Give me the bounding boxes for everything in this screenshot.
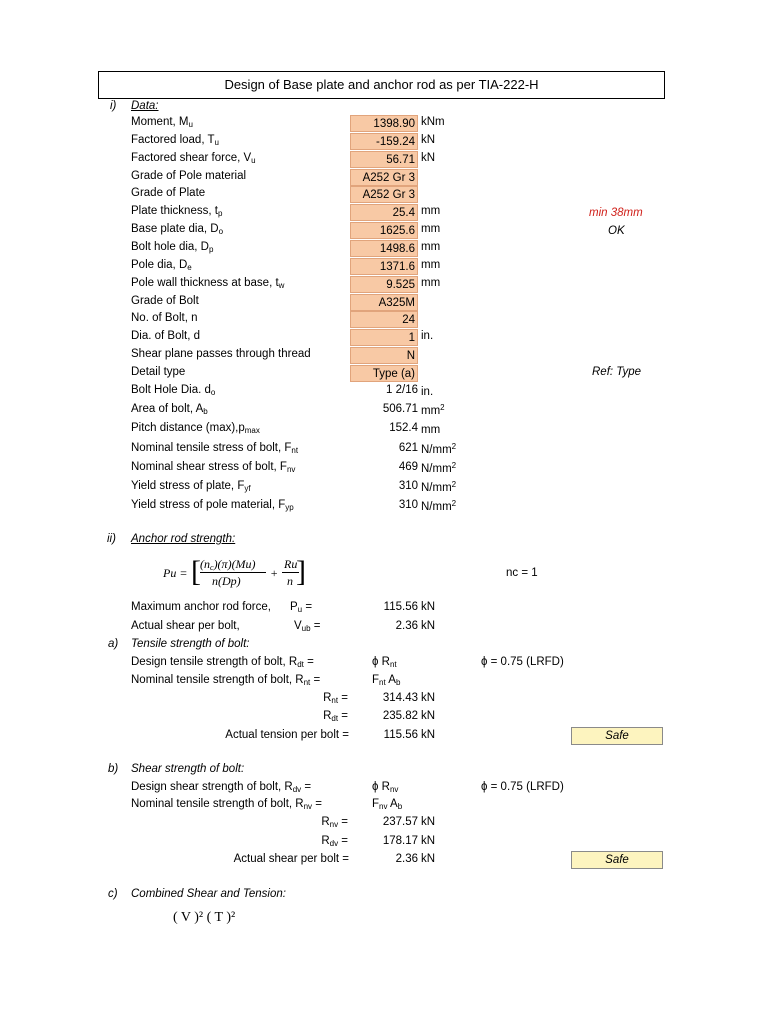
shear-status-badge: Safe [571,851,663,869]
section-a-number: a) [108,638,119,650]
section-c-number: c) [108,888,118,900]
design-shear-label: Design shear strength of bolt, $R_{dv}$ = [131,781,312,794]
formula-bracket-left: [ [191,555,201,588]
section-ii-number: ii) [107,533,116,545]
data-row-input[interactable]: 1 [350,329,418,346]
section-b-heading: Shear strength of bolt: [131,763,245,775]
actual-tension-label: Actual tension per bolt = [225,729,349,741]
data-row-input[interactable]: N [350,347,418,364]
data-row-label: Grade of Plate [131,187,206,199]
calc-row-unit: $N/mm^2$ [421,480,457,494]
calc-row-value: 152.4 [389,422,418,434]
calc-row-value: 310 [398,480,418,492]
shear-per-bolt-symbol: $V_{ub}$ = [294,620,321,633]
nominal-tensile-label: Nominal tensile strength of bolt, $R_{nt}$ = [131,674,321,687]
design-tensile-label: Design tensile strength of bolt, $R_{dt}$ = [131,656,314,669]
rnv-unit: kN [421,816,436,828]
formula-plus: + [270,566,279,580]
data-row-label: Moment, $M_u$ [131,116,193,129]
data-row-label: Shear plane passes through thread [131,348,311,360]
formula-denominator: n(Dp) [212,574,241,588]
calc-row-label: Area of bolt, $A_b$ [131,403,208,416]
data-row-input[interactable]: 1398.90 [350,115,418,132]
formula-ru: Ru [284,557,298,571]
rnt-value: 314.43 [382,692,418,704]
formula-n: n [287,574,293,588]
calc-row-label: Nominal tensile stress of bolt, $F_{nt}$ [131,442,299,455]
calc-row-unit: $mm^2$ [421,403,445,417]
nominal-shear-label: Nominal tensile strength of bolt, $R_{nv}$ = [131,798,322,811]
data-row-input[interactable]: 56.71 [350,151,418,168]
data-row-label: Dia. of Bolt, d [131,330,201,342]
data-row-label: Plate thickness, $t_p$ [131,205,223,218]
section-ii-heading: Anchor rod strength: [131,533,236,545]
anchor-force-formula [160,555,305,591]
rdv-unit: kN [421,835,436,847]
data-row-input[interactable]: A252 Gr 3 [350,169,418,186]
data-row-label: Bolt hole dia, $D_p$ [131,241,214,254]
nc-value: nc = 1 [506,567,538,579]
calc-row-value: 506.71 [382,403,418,415]
nominal-tensile-expr: $F_{nt}$ $A_b$ [372,674,401,687]
data-row-input[interactable]: A252 Gr 3 [350,186,418,203]
calc-row-value: 469 [398,461,418,473]
data-row-input[interactable]: Type (a) [350,365,418,382]
data-row-label: Factored shear force, $V_u$ [131,152,256,165]
section-a-heading: Tensile strength of bolt: [131,638,250,650]
data-row-unit: in. [421,330,434,342]
calc-row-label: Nominal shear stress of bolt, $F_{nv}$ [131,461,296,474]
actual-shear-label: Actual shear per bolt = [233,853,349,865]
data-row-input[interactable]: 1371.6 [350,258,418,275]
calc-row-label: Bolt Hole Dia. $d_o$ [131,384,216,397]
data-row-label: Detail type [131,366,186,378]
data-row-label: Pole wall thickness at base, $t_w$ [131,277,285,290]
data-row-label: Base plate dia, $D_o$ [131,223,224,236]
calc-row-value: 1 2/16 [386,384,418,396]
design-shear-expr: ϕ $R_{nv}$ [372,781,399,794]
calc-row-unit: mm [421,424,441,436]
sheet-title: Design of Base plate and anchor rod as per TIA-222-H [98,71,665,99]
actual-tension-value: 115.56 [383,729,418,741]
data-row-input[interactable]: 24 [350,311,418,328]
formula-fraction-bar [200,572,266,573]
max-anchor-force-symbol: $P_u$ = [290,601,313,614]
phi-note-a: ϕ = 0.75 (LRFD) [481,656,564,668]
rdv-symbol: $R_{dv}$ = [321,835,348,848]
calc-row-unit: $N/mm^2$ [421,442,457,456]
data-row-input[interactable]: 9.525 [350,276,418,293]
data-row-label: No. of Bolt, n [131,312,198,324]
tension-status-badge: Safe [571,727,663,745]
section-c-heading: Combined Shear and Tension: [131,888,286,900]
data-row-unit: mm [421,277,441,289]
data-row-label: Pole dia, $D_e$ [131,259,192,272]
data-row-unit: mm [421,241,441,253]
data-row-input[interactable]: A325M [350,294,418,311]
actual-tension-unit: kN [421,729,436,741]
nominal-shear-expr: $F_{nv}$ $A_b$ [372,798,403,811]
data-row-unit: mm [421,223,441,235]
rnv-symbol: $R_{nv}$ = [321,816,348,829]
plate-min-note: min 38mm [589,207,643,219]
formula-numerator: $(n_c)(\pi)(Mu)$ [200,557,256,572]
rnv-value: 237.57 [382,816,418,828]
data-row-input[interactable]: 1498.6 [350,240,418,257]
section-b-number: b) [108,763,119,775]
shear-per-bolt-unit: kN [421,620,436,632]
rnt-unit: kN [421,692,436,704]
design-tensile-expr: ϕ $R_{nt}$ [372,656,397,669]
max-anchor-force-unit: kN [421,601,436,613]
shear-per-bolt-value: 2.36 [395,620,418,632]
calc-row-unit: in. [421,386,434,398]
actual-shear-value: 2.36 [395,853,418,865]
data-row-input[interactable]: -159.24 [350,133,418,150]
rdt-unit: kN [421,710,436,722]
data-row-unit: kN [421,134,436,146]
calc-row-value: 621 [398,442,418,454]
plate-ok-note: OK [608,225,625,237]
combined-formula-partial: ( V )² ( T )² [173,910,236,925]
max-anchor-force-value: 115.56 [383,601,418,613]
calc-row-value: 310 [398,499,418,511]
rdv-value: 178.17 [382,835,418,847]
max-anchor-force-label: Maximum anchor rod force, [131,601,271,613]
section-i-heading: Data: [131,100,159,112]
calc-row-label: Pitch distance $(\max),p_{max}$ [131,422,260,435]
data-row-unit: kNm [421,116,445,128]
ref-type-note: Ref: Type [592,366,641,378]
rnt-symbol: $R_{nt}$ = [323,692,348,705]
formula-lhs: Pu = [163,566,188,580]
data-row-unit: mm [421,205,441,217]
data-row-unit: kN [421,152,436,164]
rdt-value: 235.82 [382,710,418,722]
data-row-label: Grade of Bolt [131,295,199,307]
data-row-input[interactable]: 1625.6 [350,222,418,239]
calc-row-unit: $N/mm^2$ [421,461,457,475]
data-row-unit: mm [421,259,441,271]
section-i-number: i) [110,100,117,112]
calc-row-unit: $N/mm^2$ [421,499,457,513]
data-row-label: Factored load, $T_u$ [131,134,219,147]
shear-per-bolt-label: Actual shear per bolt, [131,620,240,632]
calc-row-label: Yield stress of plate, $F_{yf}$ [131,480,251,493]
calc-row-label: Yield stress of pole material, $F_{yp}$ [131,499,294,512]
phi-note-b: ϕ = 0.75 (LRFD) [481,781,564,793]
data-row-input[interactable]: 25.4 [350,204,418,221]
formula-bracket-right: ] [296,555,306,588]
actual-shear-unit: kN [421,853,436,865]
data-row-label: Grade of Pole material [131,170,247,182]
rdt-symbol: $R_{dt}$ = [323,710,348,723]
